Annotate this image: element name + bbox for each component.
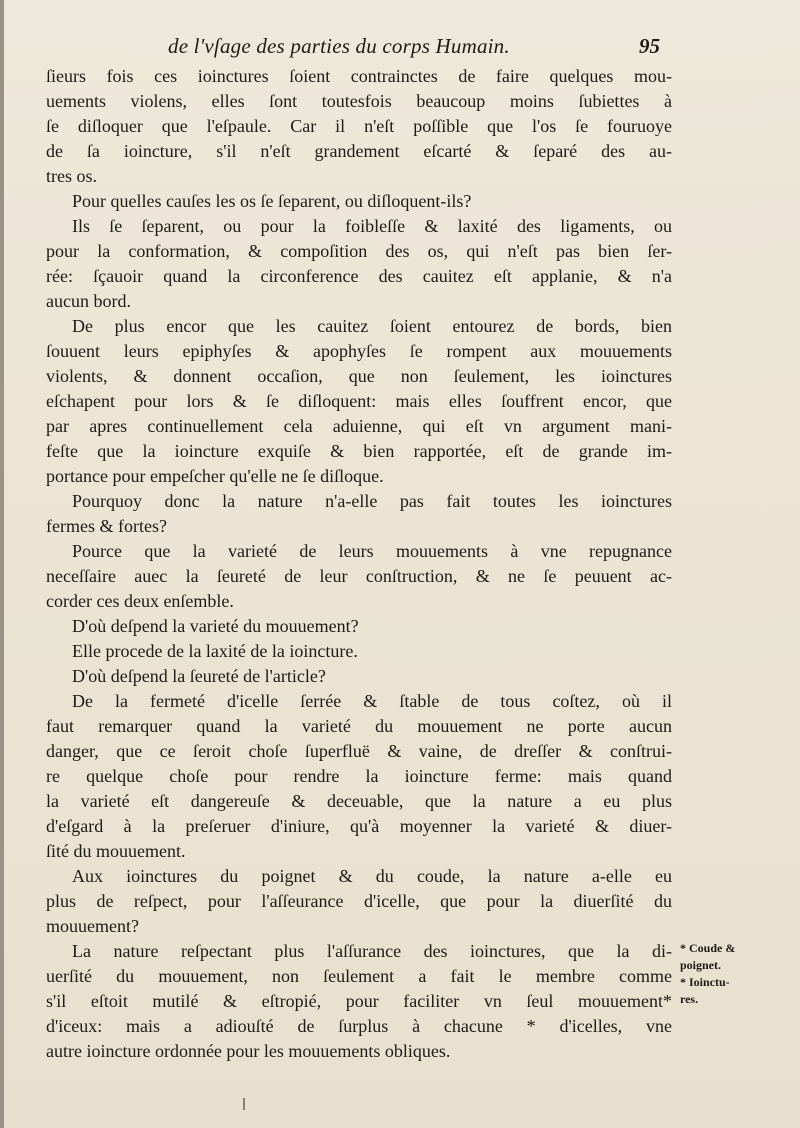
text-line: De la fermeté d'icelle ſerrée & ſtable de tous coſtez, où il xyxy=(72,691,672,711)
text-line: eſchapent pour lors & ſe diſloquent: mais elles ſouffrent encor, que xyxy=(46,391,672,411)
text-line: violents, & donnent occaſion, que non ſeulement, les ioinctures xyxy=(46,366,672,386)
text-line: rée: ſçauoir quand la circonference des cauitez eſt applanie, & n'a xyxy=(46,266,672,286)
running-title: de l'vſage des parties du corps Humain. xyxy=(168,34,510,58)
text-line: uements violens, elles ſont toutesfois beaucoup moins ſubiettes à xyxy=(46,91,672,111)
text-line: plus de reſpect, pour l'aſſeurance d'icelle, que pour la diuerſité du xyxy=(46,891,672,911)
text-line: danger, que ce ſeroit choſe ſuperfluë & vaine, de dreſſer & conſtrui- xyxy=(46,741,672,761)
text-line: fermes & fortes? xyxy=(46,516,167,536)
margin-note-line: res. xyxy=(680,992,699,1006)
text-line: re quelque choſe pour rendre la ioincture ferme: mais quand xyxy=(46,766,672,786)
text-line: neceſſaire auec la ſeureté de leur conſtruction, & ne ſe peuuent ac- xyxy=(46,566,672,586)
text-line: de ſa ioincture, s'il n'eſt grandement eſcarté & ſeparé des au- xyxy=(46,141,672,161)
bottom-mark xyxy=(243,1098,245,1110)
page-number: 95 xyxy=(639,34,660,58)
text-line: ſieurs fois ces ioinctures ſoient contrainctes de faire quelques mou- xyxy=(46,66,672,86)
margin-note-line: * Ioinctu- xyxy=(680,975,730,989)
margin-notes xyxy=(680,940,798,1008)
text-line: Pour quelles cauſes les os ſe ſeparent, ou diſloquent-ils? xyxy=(72,191,472,211)
text-line: mouuement? xyxy=(46,916,139,936)
text-line: feſte que la ioincture exquiſe & bien rapportée, eſt de grande im- xyxy=(46,441,672,461)
text-line: uerſité du mouuement, non ſeulement a fait le membre comme xyxy=(46,966,672,986)
text-line: pour la conformation, & compoſition des os, qui n'eſt pas bien ſer- xyxy=(46,241,672,261)
text-line: ſouuent leurs epiphyſes & apophyſes ſe rompent aux mouuements xyxy=(46,341,672,361)
text-line: autre ioincture ordonnée pour les mouuements obliques. xyxy=(46,1041,451,1061)
margin-note-line: poignet. xyxy=(680,958,722,972)
text-line: ſité du mouuement. xyxy=(46,841,186,861)
text-line: D'où deſpend la varieté du mouuement? xyxy=(72,616,359,636)
text-line: s'il eſtoit mutilé & eſtropié, pour faciliter vn ſeul mouuement* xyxy=(46,991,672,1011)
text-body xyxy=(46,64,672,1064)
text-line: ſe diſloquer que l'eſpaule. Car il n'eſt poſſible que l'os ſe fouruoye xyxy=(46,116,672,136)
text-line: Elle procede de la laxité de la ioincture. xyxy=(72,641,358,661)
margin-note-line: * Coude & xyxy=(680,941,736,955)
text-line: tres os. xyxy=(46,166,97,186)
text-line: d'eſgard à la preſeruer d'iniure, qu'à moyenner la varieté & diuer- xyxy=(46,816,672,836)
text-line: Aux ioinctures du poignet & du coude, la nature a-elle eu xyxy=(72,866,672,886)
page-header xyxy=(0,34,800,68)
page-gutter xyxy=(0,0,4,1128)
text-line: Ils ſe ſeparent, ou pour la foibleſſe & laxité des ligaments, ou xyxy=(72,216,672,236)
text-line: portance pour empeſcher qu'elle ne ſe diſloque. xyxy=(46,466,384,486)
text-line: faut remarquer quand la varieté du mouuement ne porte aucun xyxy=(46,716,672,736)
text-line: D'où deſpend la ſeureté de l'article? xyxy=(72,666,326,686)
text-line: la varieté eſt dangereuſe & deceuable, que la nature a eu plus xyxy=(46,791,672,811)
text-line: par apres continuellement cela aduienne, qui eſt vn argument mani- xyxy=(46,416,672,436)
text-line: De plus encor que les cauitez ſoient entourez de bords, bien xyxy=(72,316,672,336)
text-line: Pourquoy donc la nature n'a-elle pas fait toutes les ioinctures xyxy=(72,491,672,511)
text-line: d'iceux: mais a adiouſté de ſurplus à chacune * d'icelles, vne xyxy=(46,1016,672,1036)
text-line: corder ces deux enſemble. xyxy=(46,591,234,611)
text-line: La nature reſpectant plus l'aſſurance des ioinctures, que la di- xyxy=(72,941,672,961)
text-line: Pource que la varieté de leurs mouuements à vne repugnance xyxy=(72,541,672,561)
text-line: aucun bord. xyxy=(46,291,131,311)
